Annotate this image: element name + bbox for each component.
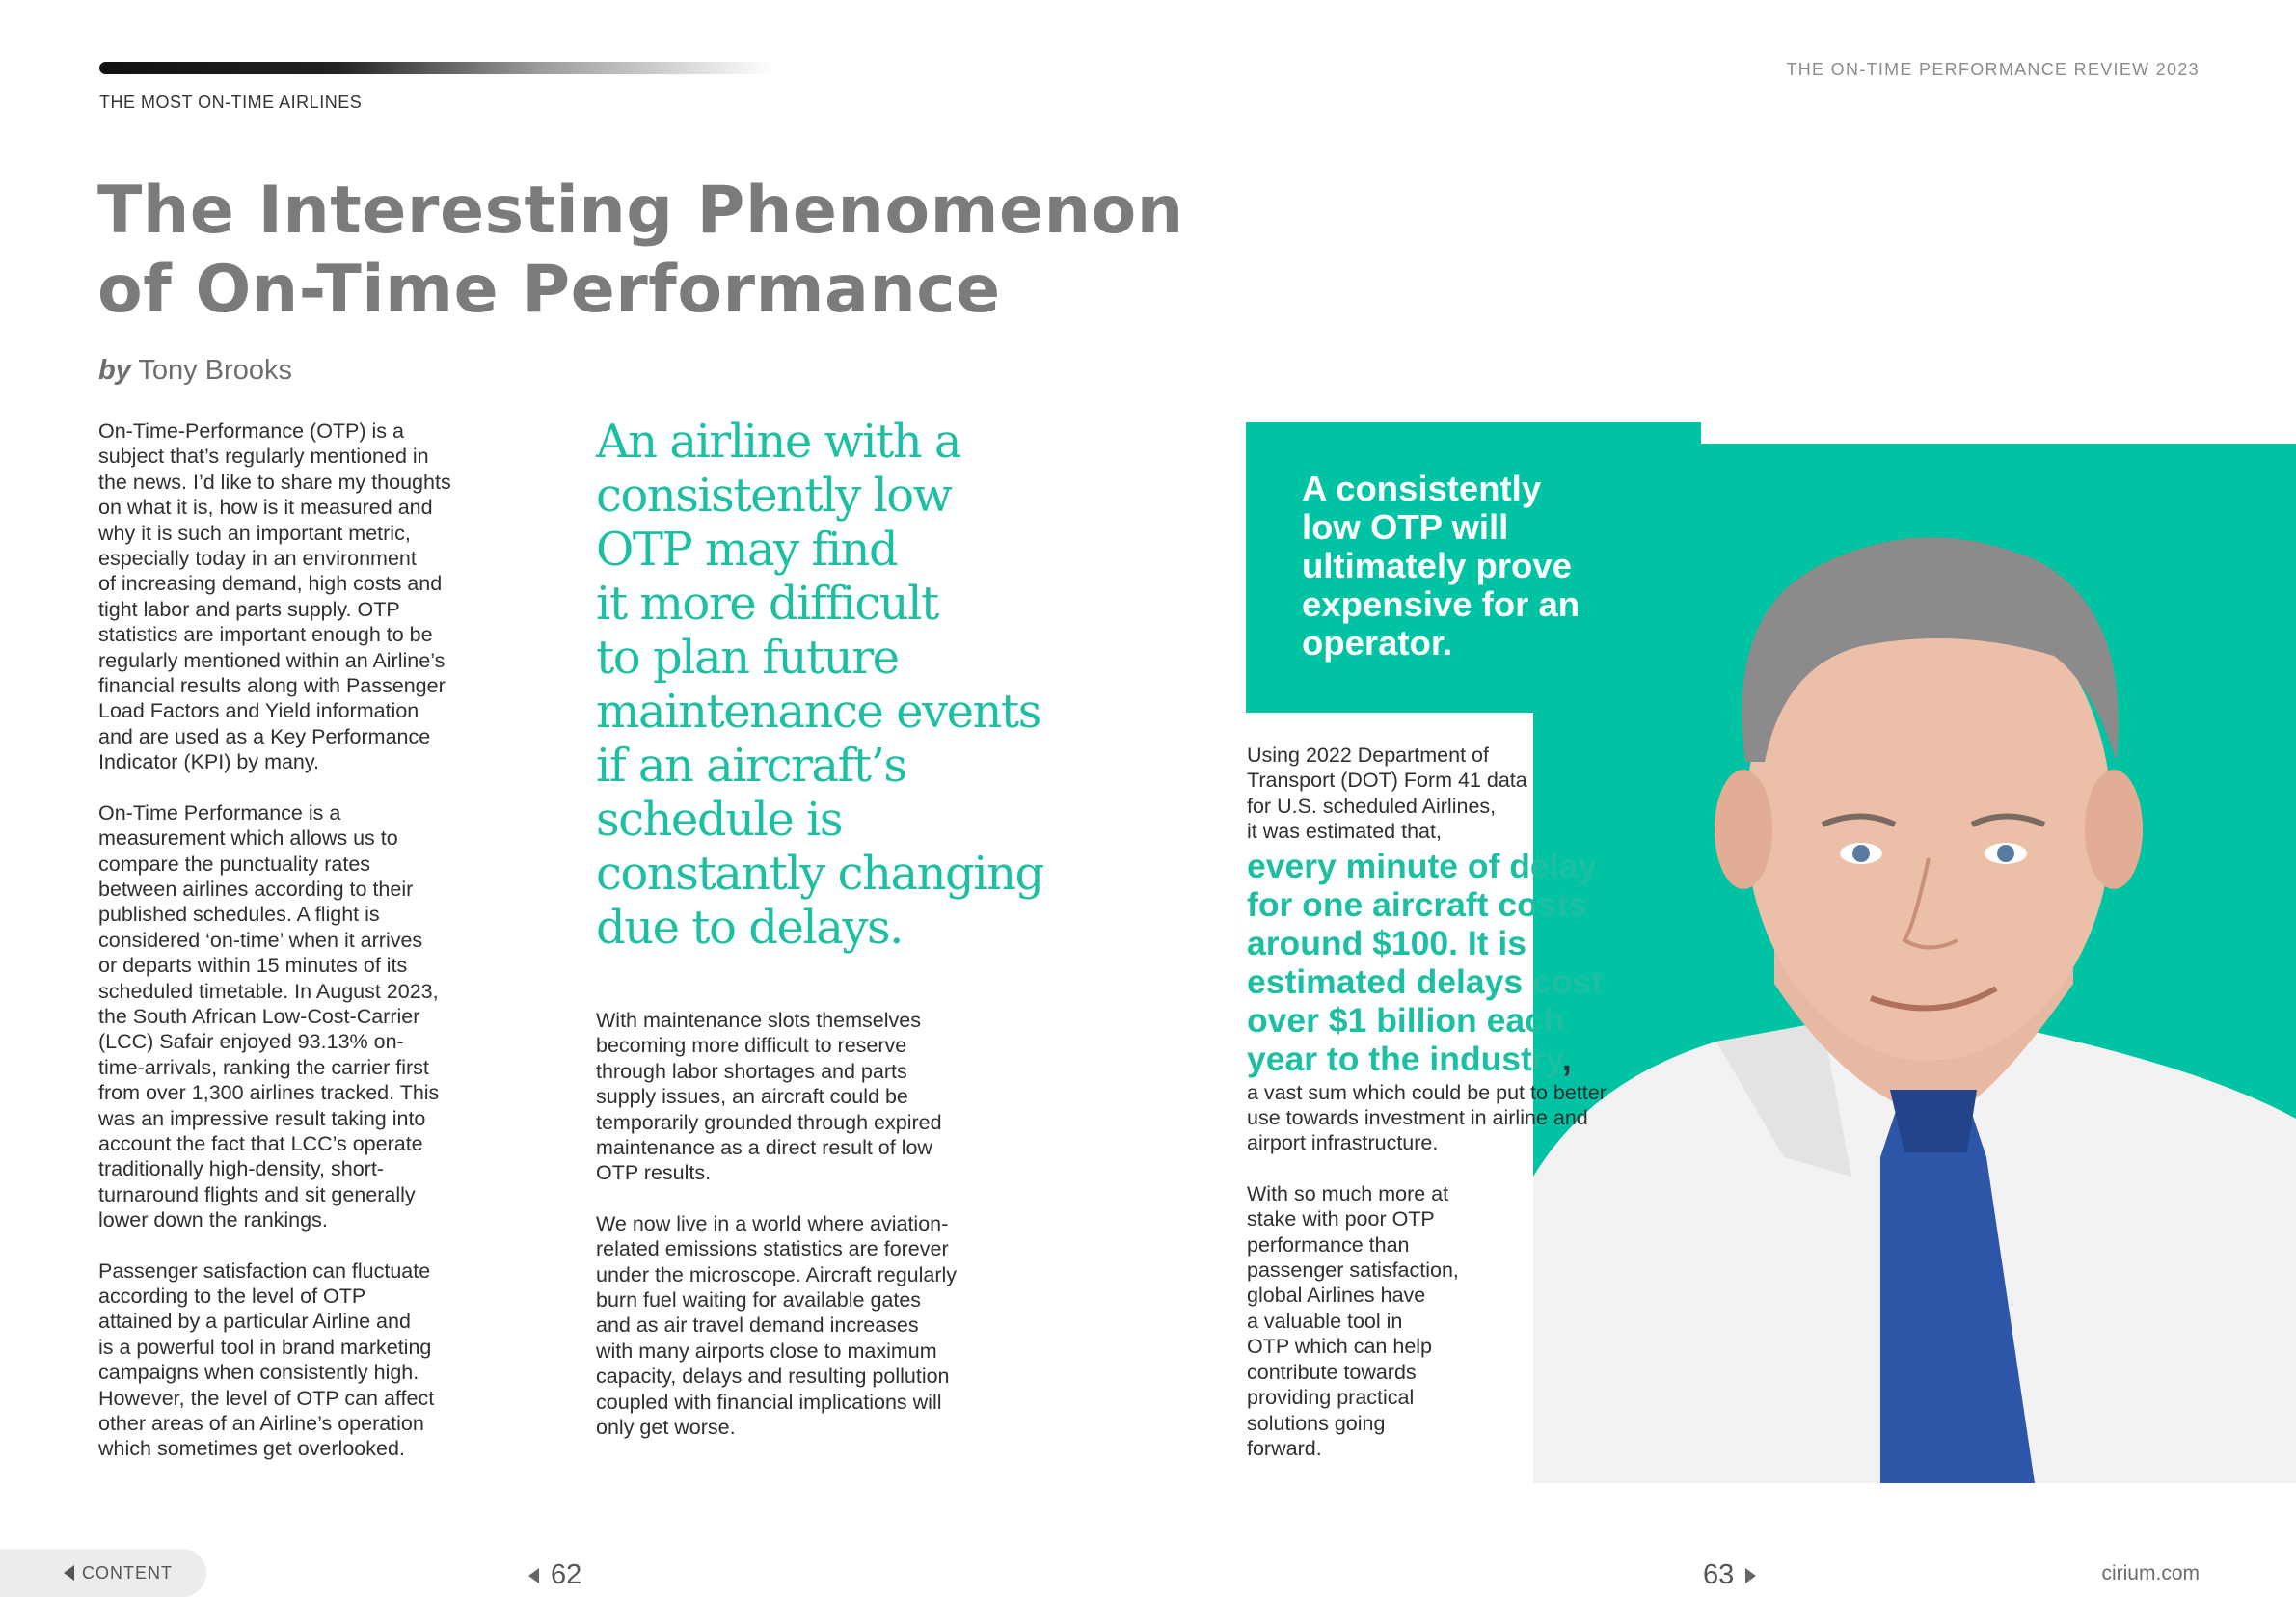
- content-button[interactable]: [0, 1549, 206, 1597]
- iris-right: [1997, 845, 2014, 862]
- page-number-right: 63: [1703, 1559, 1735, 1590]
- highlight-comma: ,: [1561, 1039, 1572, 1078]
- article-title: [97, 172, 1184, 330]
- header-gradient-bar: [99, 62, 774, 74]
- teal-box-quote: A consistently low OTP will ultimately prove expensive for an operator.: [1302, 469, 1580, 663]
- section-label: THE MOST ON-TIME AIRLINES: [99, 93, 363, 112]
- paragraph: Using 2022 Department of Transport (DOT) Form 41 data for U.S. scheduled Airlines, it was estimated that,: [1247, 744, 1527, 844]
- triangle-left-icon: [528, 1568, 539, 1583]
- site-link[interactable]: cirium.com: [2101, 1562, 2200, 1584]
- ear-right: [2085, 770, 2143, 889]
- page-number-left: 62: [551, 1559, 582, 1590]
- publication-title: THE ON-TIME PERFORMANCE REVIEW 2023: [1786, 60, 2200, 79]
- byline-author: Tony Brooks: [138, 355, 292, 386]
- highlight-text: every minute of delay for one aircraft costs around $100. It is estimated delays cost over $1 billion each year to the industry: [1247, 846, 1603, 1078]
- previous-page-link[interactable]: [528, 1559, 581, 1591]
- paragraph: We now live in a world where aviation- related emissions statistics are forever under the microscope. Aircraft regularly burn fuel waiting for available gates and as air travel demand increases with many airports close to maximum capacity, delays and resulting pollution coupled with financial implications will only get worse.: [596, 1211, 958, 1440]
- triangle-right-icon: [1745, 1568, 1756, 1583]
- triangle-left-icon: [64, 1565, 74, 1581]
- paragraph: Passenger satisfaction can fluctuate according to the level of OTP attained by a particular Airline and is a powerful tool in brand marketing campaigns when consistently high. However, the level of OTP can affect other areas of an Airline’s operation which sometimes get overlooked.: [98, 1259, 435, 1461]
- tie-knot: [1890, 1090, 1977, 1152]
- paragraph: With so much more at stake with poor OTP performance than passenger satisfaction, global Airlines have a valuable tool in OTP which can help contribute towards providing practical solutions going forward.: [1247, 1181, 1459, 1460]
- paragraph: a vast sum which could be put to better use towards investment in airline and airport infrastructure.: [1247, 1080, 1607, 1155]
- paragraph: On-Time-Performance (OTP) is a subject that’s regularly mentioned in the news. I’d like to share my thoughts on what it is, how is it measured and why it is such an important metric, especially today in an environment of increasing demand, high costs and tight labor and parts supply. OTP statistics are important enough to be regularly mentioned within an Airline’s financial results along with Passenger Load Factors and Yield information and are used as a Key Performance Indicator (KPI) by many.: [98, 420, 451, 774]
- pull-quote: An airline with a consistently low OTP may find it more difficult to plan future maintenance events if an aircraft’s schedule is constantly changing due to delays.: [596, 415, 1043, 955]
- next-page-link[interactable]: [1703, 1559, 1756, 1591]
- byline-prefix: by: [98, 355, 131, 386]
- body-column-left: [98, 419, 552, 1487]
- article-title-line1: The Interesting Phenomenon: [97, 173, 1184, 249]
- paragraph: On-Time Performance is a measurement which allows us to compare the punctuality rates between airlines according to their published schedules. A flight is considered ‘on-time’ when it arrives or departs within 15 minutes of its scheduled timetable. In August 2023, the South African Low-Cost-Carrier (LCC) Safair enjoyed 93.13% on- time-arrivals, ranking the carrier first from over 1,300 airlines tracked. This was an impressive result taking into account the fact that LCC’s operate traditionally high-density, short- turnaround flights and sit generally lower down the rankings.: [98, 800, 440, 1232]
- iris-left: [1852, 845, 1870, 862]
- content-button-label: CONTENT: [82, 1562, 173, 1583]
- paragraph: With maintenance slots themselves becoming more difficult to reserve through labor shortages and parts supply issues, an aircraft could be temporarily grounded through expired maintenance as a direct result of low OTP results.: [596, 1009, 942, 1185]
- body-column-right: [1247, 743, 1710, 1486]
- byline: [98, 355, 292, 387]
- article-title-line2: of On-Time Performance: [97, 252, 1001, 328]
- highlight-statistic: [1247, 847, 1710, 1078]
- body-column-middle: [596, 1008, 1049, 1466]
- ear-left: [1715, 770, 1772, 889]
